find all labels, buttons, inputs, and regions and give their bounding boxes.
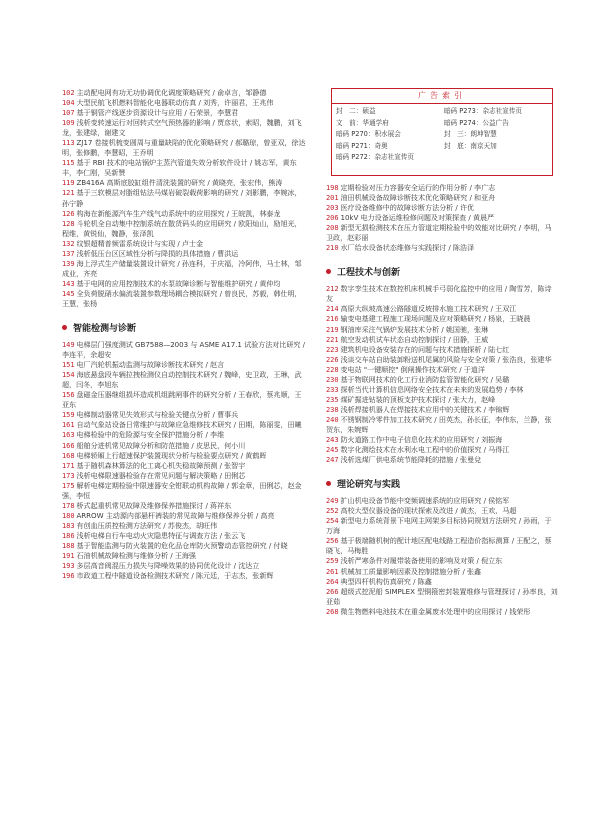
- toc-page-number: 230: [326, 375, 339, 384]
- toc-entry[interactable]: [326, 203, 558, 213]
- toc-page-number: 154: [62, 371, 75, 380]
- toc-entry[interactable]: [62, 571, 308, 581]
- toc-entry[interactable]: [326, 314, 558, 324]
- toc-entry-title: 桥式起重机常见故障及维修保养措施探讨 / 蒋祥东: [76, 500, 232, 510]
- toc-entry-title: 浅析选煤厂供电系统节能降耗的措施 / 张曼兌: [340, 455, 482, 465]
- toc-entry-title: 浅析焊接机器人在焊接技术应用中的关键技术 / 李锦辉: [340, 404, 510, 414]
- toc-entry[interactable]: [326, 577, 558, 587]
- toc-entry-title: 不锈钢制冷零件加工技术研究 / 田英杰，孙长征，李伟东，兰静，张贺东，朱婉辉: [326, 414, 552, 434]
- toc-entry-title: 浅析变转速运行对回转式空气预热器的影响 / 贾彦状，索昭，魏鹏，刘飞龙，张建绿，谢建文: [62, 118, 302, 138]
- toc-entry[interactable]: [326, 243, 558, 253]
- toc-page-number: 203: [326, 204, 339, 213]
- toc-entry-title: 船舶分进机常见故障分析和防范措施 / 皮思民，何小川: [76, 440, 246, 450]
- toc-entry-title: 电梯轿厢上行超速保护装置现状分析与检验要点研究 / 黄鹤晖: [76, 450, 267, 460]
- ad-index-item: 暗码 P274：公益广告: [444, 118, 509, 127]
- toc-entry[interactable]: [326, 455, 558, 465]
- toc-entry[interactable]: [326, 213, 558, 223]
- toc-entry-title: 电梯检验中的危险源与安全保护措施分析 / 李维: [76, 430, 225, 440]
- toc-entry-title: 电梯层门强度测试 GB7588—2003 与 ASME A17.1 试验方法对比研究 / 李连平，余超安: [62, 340, 305, 360]
- toc-page-number: 249: [326, 497, 339, 506]
- toc-entry-title: 新型无损检测技术在压力管道定期检验中的效能对比研究 / 李明，马卫政，赵彩丽: [326, 223, 552, 243]
- toc-entry-title: 浅析低压台区区域性分析与降损的具体措施 / 曹洪运: [76, 248, 239, 258]
- toc-entry[interactable]: [326, 556, 558, 566]
- toc-page-number: 219: [326, 325, 339, 334]
- toc-entry[interactable]: [62, 420, 308, 430]
- toc-entry[interactable]: [326, 355, 558, 365]
- toc-entry-title: 基于随机森林算法的化工离心机失稳故障预测 / 张智宇: [76, 460, 246, 470]
- toc-page-number: 206: [326, 214, 339, 223]
- toc-entry[interactable]: [62, 551, 308, 561]
- toc-entry[interactable]: [62, 118, 308, 138]
- toc-entry[interactable]: [326, 395, 558, 405]
- toc-entry-title: 大型民航飞机燃料智能化电器联动仿真 / 刘秀，许丽君，王兆伟: [76, 98, 274, 108]
- toc-entry[interactable]: [326, 536, 558, 556]
- toc-page-number: 121: [62, 189, 75, 198]
- toc-entry[interactable]: [62, 219, 308, 239]
- toc-entry-title: 探析当代计算机信息网络安全技术在未来的发展趋势 / 李林: [340, 384, 524, 394]
- toc-page-number: 226: [326, 355, 339, 364]
- toc-entry-title: 防火道路工作中电子信息化技术的应用研究 / 刘振海: [340, 435, 503, 445]
- toc-entry[interactable]: [62, 108, 308, 118]
- toc-entry-title: 浅析电梯限速器检验存在常见问题与解决策略 / 田俐芯: [76, 470, 246, 480]
- toc-entry[interactable]: [62, 98, 308, 108]
- toc-entry[interactable]: [62, 188, 308, 208]
- toc-page-number: 268: [326, 607, 339, 616]
- toc-page-number: 175: [62, 481, 75, 490]
- toc-entry-title: 医疗设备维修中的故障诊断方法分析 / 许优: [340, 203, 475, 213]
- toc-entry[interactable]: [62, 360, 308, 370]
- toc-entry[interactable]: [62, 158, 308, 178]
- toc-entry-title: 油田机械设备故障诊断技术优化策略研究 / 和亚舟: [340, 193, 496, 203]
- ad-index-item: 文 前：华通学府: [336, 118, 389, 127]
- toc-entry[interactable]: [62, 390, 308, 410]
- toc-page-number: 198: [326, 184, 339, 192]
- toc-entry[interactable]: [62, 249, 308, 259]
- toc-page-number: 168: [62, 451, 75, 460]
- toc-entry[interactable]: [326, 496, 558, 506]
- toc-entry[interactable]: [326, 587, 558, 607]
- ad-index-item: [444, 152, 550, 164]
- toc-left-column: [62, 88, 308, 581]
- toc-entry[interactable]: [326, 607, 558, 617]
- toc-entry[interactable]: [62, 410, 308, 420]
- toc-entry-title: 基于物联网技术的化工行业消防监管智能化研究 / 吴璐: [340, 374, 510, 384]
- toc-entry-title: 斗轮机全自动集中控制系统在散货码头的应用研究 / 欧阳灿山，励旭光，程维，黄锐仙，魏静，张泽凯: [62, 218, 302, 238]
- toc-entry-title: 新型电力系统背景下电网主网架多目标协同规划方法研究 / 孙雨，于万海: [326, 516, 552, 536]
- toc-entry-title: 机械加工质量影响因素及控制措施分析 / 张鑫: [340, 566, 482, 576]
- toc-right-column: [326, 183, 558, 617]
- toc-page-number: 126: [62, 209, 75, 218]
- toc-page-number: 143: [62, 279, 75, 288]
- toc-entry[interactable]: [62, 471, 308, 481]
- ad-index-title: 广告索引: [332, 89, 552, 104]
- section-title: 智能检测与诊断: [73, 324, 137, 335]
- ad-index-item: 暗码 P271：奇奥: [336, 141, 388, 150]
- section-bullet-icon: [62, 325, 67, 330]
- toc-entry-title: 煤矿掘进钻装的顶板支护技术探讨 / 张大力，赵峰: [340, 394, 496, 404]
- toc-entry[interactable]: [62, 178, 308, 188]
- toc-page-number: 180: [62, 511, 75, 520]
- toc-page-number: 247: [326, 456, 339, 465]
- toc-page-number: 128: [62, 219, 75, 228]
- toc-page-number: 107: [62, 109, 75, 118]
- toc-entry-title: 纹银超精普频雷系统设计与实现 / 卢士金: [76, 238, 203, 248]
- toc-page-number: 259: [326, 557, 339, 566]
- toc-entry[interactable]: [62, 279, 308, 289]
- section-heading: [326, 265, 558, 278]
- toc-entry-title: 建筑机电设备安装存在的问题与技术措施探析 / 陆七红: [340, 344, 510, 354]
- toc-entry[interactable]: [62, 561, 308, 571]
- section-title: 理论研究与实践: [337, 480, 401, 491]
- toc-page-number: 193: [62, 562, 75, 571]
- toc-page-number: 102: [62, 89, 75, 97]
- toc-entry-title: 基于电网的应用控制技术的水泵故障诊断与智能维护研究 / 黄仲均: [76, 278, 281, 288]
- toc-page-number: 214: [326, 305, 339, 314]
- toc-page-number: 264: [326, 577, 339, 586]
- toc-page-number: 233: [326, 385, 339, 394]
- toc-entry[interactable]: [326, 345, 558, 355]
- toc-page-number: 196: [62, 572, 75, 581]
- toc-entry-title: 多层高音阀混压力损失与降噪效果的协同优化设计 / 沈达立: [76, 561, 260, 571]
- toc-entry-title: 有创血压质控检测方法研究 / 苏俊杰，胡旺伟: [76, 520, 218, 530]
- toc-page-number: 238: [326, 405, 339, 414]
- toc-page-number: 119: [62, 179, 75, 188]
- toc-page-number: 161: [62, 421, 75, 430]
- toc-page-number: 109: [62, 119, 75, 128]
- toc-entry[interactable]: [326, 183, 558, 193]
- toc-entry-title: 微生物燃料电池技术在重金属废水处理中的应用探讨 / 钱荣彤: [340, 606, 531, 616]
- toc-entry-title: 海上浮式生产储量装置设计研究 / 孙连科，于庆福，冷阿伟，马士林，邹成业，齐亮: [62, 258, 302, 278]
- toc-entry[interactable]: [326, 365, 558, 375]
- toc-page-number: 183: [62, 521, 75, 530]
- toc-page-number: 113: [62, 139, 75, 148]
- toc-entry-title: 自动气象站设备日常维护与故障应急维修技术研究 / 田期，陈丽雯，田曦: [76, 420, 302, 430]
- toc-entry[interactable]: [62, 138, 308, 158]
- toc-page-number: 178: [62, 501, 75, 510]
- toc-page-number: 173: [62, 471, 75, 480]
- toc-entry-title: 定期检验对压力容器安全运行的作用分析 / 李广志: [340, 183, 496, 192]
- toc-entry[interactable]: [326, 385, 558, 395]
- toc-entry[interactable]: [326, 325, 558, 335]
- toc-entry[interactable]: [62, 541, 308, 551]
- toc-entry[interactable]: [326, 304, 558, 314]
- toc-page-number: 235: [326, 395, 339, 404]
- toc-page-number: 216: [326, 315, 339, 324]
- toc-entry[interactable]: [62, 461, 308, 471]
- toc-entry[interactable]: [326, 375, 558, 385]
- toc-page-number: 252: [326, 507, 339, 516]
- toc-page-number: 139: [62, 259, 75, 268]
- ad-index-item: 封 二：硕益: [336, 107, 376, 115]
- section-bullet-icon: [326, 481, 331, 486]
- toc-entry[interactable]: [326, 567, 558, 577]
- section-title: 工程技术与创新: [337, 268, 401, 279]
- toc-entry-title: 构海在新能源汽车生产线气动系统中的应用探究 / 王皖凯，林泰龙: [76, 208, 281, 218]
- toc-entry[interactable]: [62, 531, 308, 541]
- toc-entry-title: 浅谈交车站自助装卸粉送机尾属的风险与安全对策 / 张浩良，张建华: [340, 354, 552, 364]
- toc-entry-title: 输变电基建工程施工现场问题及应对策略研究 / 杨泉，王晓晨: [340, 314, 531, 324]
- toc-entry[interactable]: [326, 435, 558, 445]
- toc-page-number: 115: [62, 159, 75, 168]
- section-heading: [62, 321, 308, 334]
- toc-entry-title: 基于三软模层对脂组钻法马煤岩破裂载荷影响的研究 / 刘影鹏，李婉冰，孙宁静: [62, 188, 302, 208]
- toc-entry[interactable]: [62, 451, 308, 461]
- toc-entry-title: 解析电梯定期检验中限速器安全钳联动机构故障 / 郭金章，田俐芯，赵金强，李恒: [62, 480, 302, 500]
- ad-index-item: 封 三：朗坤智慧: [444, 130, 497, 139]
- toc-entry-title: 全负荷脱硝水偏流装置参数理场耦合模拟研究 / 曾良民，苏毅，韩仕明，王慧，张杨: [62, 288, 302, 308]
- toc-page-number: 156: [62, 391, 75, 400]
- toc-entry-title: 数字孪生技术在数控机床机械手弓弱化监控中的应用 / 陶雪芳，陈诗友: [326, 284, 552, 304]
- toc-page-number: 256: [326, 537, 339, 546]
- toc-page-number: 240: [326, 415, 339, 424]
- toc-entry-title: 数字化测绘技术在水利水电工程中的价值探究 / 马得江: [340, 445, 510, 455]
- toc-entry[interactable]: [62, 370, 308, 390]
- toc-page-number: 261: [326, 567, 339, 576]
- toc-page-number: 171: [62, 461, 75, 470]
- toc-page-number: 208: [326, 224, 339, 233]
- toc-entry-title: 基于铜管产线逐步资源设计与应用 / 石荣景，李慧君: [76, 108, 239, 118]
- toc-page-number: 221: [326, 335, 339, 344]
- toc-page-number: 212: [326, 285, 339, 294]
- toc-entry-title: ZJ17 卷接机梳变圆周与重量缺陷的优化策略研究 / 郝璐琼，曾亚双，徐达明，张修鹏，李慧昭，王乔明: [62, 138, 306, 158]
- toc-entry-title: 浅析电梯自行车电动火灾隐患特征与调查方法 / 张云飞: [76, 530, 246, 540]
- toc-entry[interactable]: [326, 405, 558, 415]
- toc-entry[interactable]: [62, 521, 308, 531]
- toc-entry[interactable]: [326, 193, 558, 203]
- toc-entry[interactable]: [62, 88, 308, 98]
- toc-entry[interactable]: [62, 209, 308, 219]
- toc-entry-title: 基于 RBI 技术的电站锅炉主蒸汽管道失效分析软件设计 / 姚志军，黄东丰，李仁刚，吴新赞: [62, 158, 297, 178]
- toc-entry-title: 电厂汽轮机振动监测与故障诊断技术研究 / 赵言: [76, 360, 225, 370]
- toc-entry-title: 钢油库采注气锅炉发展技术分析 / 姚国驰，张琳: [340, 324, 489, 334]
- toc-entry[interactable]: [326, 506, 558, 516]
- toc-page-number: 159: [62, 411, 75, 420]
- toc-entry-title: 基于智能监测与防火装置的危化品仓库防火预警动态管控研究 / 付晓: [76, 540, 288, 550]
- toc-page-number: 151: [62, 361, 75, 370]
- ad-index-box: [331, 88, 553, 176]
- toc-entry[interactable]: [326, 445, 558, 455]
- toc-entry[interactable]: [326, 284, 558, 304]
- ad-index-item: 暗码 P273：杂志社宣传页: [444, 107, 523, 115]
- ad-index-grid: [332, 104, 552, 164]
- toc-entry-title: ZB416A 高斯底胶缸组件清洗装置的研究 / 黄晓亮，张宏伟，熊涛: [76, 178, 283, 188]
- toc-entry-title: 超级式挖泥船 SIMPLEX 型铜箍密封装置维修与管理探讨 / 孙率良，刘亚茹: [326, 586, 558, 606]
- toc-entry-title: 变电站 "一键顺控" 倒闸操作技术研究 / 于道洋: [340, 364, 485, 374]
- toc-entry[interactable]: [62, 481, 308, 501]
- toc-page-number: 245: [326, 446, 339, 455]
- toc-page-number: 223: [326, 345, 339, 354]
- toc-entry-title: 主动配电网有功无功协调优化调度策略研究 / 俞卓言，邹静德: [76, 88, 267, 97]
- toc-entry-title: 盘磁金压器继组损坏造成机组跳闸事件的研究分析 / 王春欣，蔡兆顺，王亚东: [62, 390, 302, 410]
- toc-page-number: 104: [62, 99, 75, 108]
- toc-page-number: 243: [326, 436, 339, 445]
- toc-entry-title: 典型四杆机构仿真研究 / 陈鑫: [340, 576, 432, 586]
- toc-entry[interactable]: [62, 340, 308, 360]
- toc-entry-title: 电梯制动器常见失效形式与检验关键点分析 / 曹事兵: [76, 410, 239, 420]
- toc-entry-title: 海底悬盘段车辆拉拽检测仪自动控制技术研究 / 魏峰，史卫政，王琳，武超，闫冬，李旭东: [62, 370, 302, 390]
- toc-entry[interactable]: [326, 415, 558, 435]
- toc-entry-title: 基于极端随机树的配计地区配电线路工程造价指标测算 / 王配之，蔡晓飞，马梅胜: [326, 536, 552, 556]
- toc-page-number: 163: [62, 431, 75, 440]
- toc-entry-title: ARROW 主动源内部悬杆裤装的常见故障与维修保养分析 / 高亮: [76, 510, 275, 520]
- toc-entry[interactable]: [62, 239, 308, 249]
- toc-entry-title: 石油机械故障检测与维修分析 / 王海强: [76, 551, 196, 561]
- toc-page-number: 254: [326, 517, 339, 526]
- toc-page-number: 145: [62, 289, 75, 298]
- toc-entry-title: 浅析严寒条件对履带装备使用的影响及对策 / 倪立东: [340, 556, 503, 566]
- toc-page-number: 210: [326, 244, 339, 253]
- toc-page-number: 186: [62, 531, 75, 540]
- toc-page-number: 266: [326, 587, 339, 596]
- toc-entry[interactable]: [326, 335, 558, 345]
- toc-entry-title: 航空发动机试车状态自动控制探讨 / 田静，王威: [340, 334, 489, 344]
- toc-entry-title: 高校大型仪器设备的现状探索及改进 / 黄杰，王欢，马超: [340, 506, 517, 516]
- toc-entry-title: 高原大纵坡高速公路隧道反坡排水施工技术研究 / 王双江: [340, 304, 517, 314]
- toc-entry[interactable]: [62, 501, 308, 511]
- toc-entry[interactable]: [62, 289, 308, 309]
- toc-entry-title: 10kV 电力设备运维检修问题及对策探查 / 黄晨严: [340, 213, 495, 223]
- toc-page-number: 132: [62, 239, 75, 248]
- ad-index-item: 暗码 P272：杂志社宣传页: [336, 153, 415, 162]
- toc-page-number: 228: [326, 365, 339, 374]
- section-heading: [326, 477, 558, 490]
- toc-entry[interactable]: [62, 441, 308, 451]
- toc-page-number: 201: [326, 194, 339, 203]
- toc-page-number: 188: [62, 541, 75, 550]
- toc-page-number: 191: [62, 552, 75, 561]
- toc-entry-title: 市政道工程中隧道设备检测技术研究 / 陈元廷，于志杰，张新辉: [76, 571, 274, 581]
- toc-page-number: 166: [62, 441, 75, 450]
- toc-entry-title: 扩山机电设备节能中变频调速系统的应用研究 / 侯铭军: [340, 496, 510, 506]
- toc-entry[interactable]: [62, 430, 308, 440]
- toc-page-number: 149: [62, 341, 75, 350]
- toc-entry[interactable]: [62, 259, 308, 279]
- toc-page-number: 137: [62, 249, 75, 258]
- toc-entry-title: 水厂给水设备状态维修与实践探讨 / 陈浩泽: [340, 243, 475, 253]
- toc-entry[interactable]: [62, 511, 308, 521]
- toc-entry[interactable]: [326, 516, 558, 536]
- ad-index-item: 封 底：南京天加: [444, 141, 497, 150]
- toc-entry[interactable]: [326, 223, 558, 243]
- ad-index-item: 暗码 P270：积水展会: [336, 130, 401, 139]
- section-bullet-icon: [326, 269, 331, 274]
